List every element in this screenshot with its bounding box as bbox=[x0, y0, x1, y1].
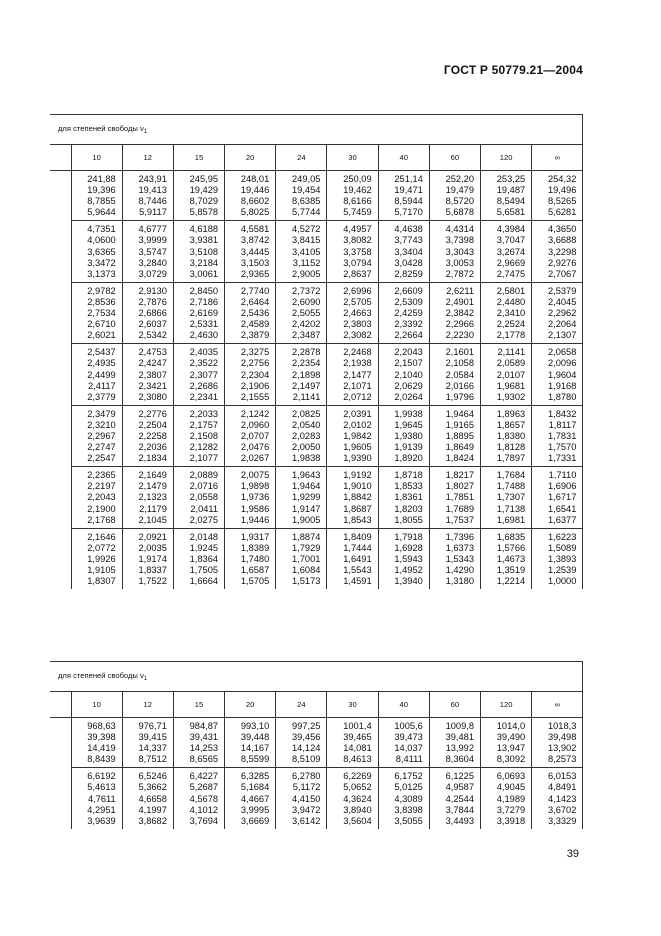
table-cell: 1001,4 39,465 14,081 8,4613 bbox=[327, 718, 378, 768]
column-header: 10 bbox=[71, 145, 122, 171]
table-cell: 2,5801 2,4480 2,3410 2,2524 2,1778 bbox=[481, 282, 532, 343]
column-header: 60 bbox=[429, 145, 480, 171]
column-header: 40 bbox=[378, 145, 429, 171]
column-header: 120 bbox=[481, 145, 532, 171]
table-cell: 1018,3 39,498 13,902 8,2573 bbox=[532, 718, 583, 768]
table-cell: 1,9938 1,9645 1,9380 1,9139 1,8920 bbox=[378, 405, 429, 466]
table-cell: 1,9643 1,9464 1,9299 1,9147 1,9005 bbox=[276, 467, 327, 528]
row-label-header bbox=[50, 145, 71, 171]
table-cell: 2,7372 2,6090 2,5055 2,4202 2,3487 bbox=[276, 282, 327, 343]
column-header: 20 bbox=[225, 692, 276, 718]
table-cell: 1,7684 1,7488 1,7307 1,7138 1,6981 bbox=[481, 467, 532, 528]
row-label-header bbox=[50, 692, 71, 718]
table-cell: 968,63 39,398 14,419 8,8439 bbox=[71, 718, 122, 768]
table-cell: 2,1646 2,0772 1,9926 1,9105 1,8307 bbox=[71, 528, 122, 589]
table-cell: 2,1601 2,1058 2,0584 2,0166 1,9796 bbox=[429, 344, 480, 405]
table-cell: 6,3285 5,1684 4,4667 3,9995 3,6669 bbox=[225, 768, 276, 829]
table-cell: 248,01 19,446 8,6602 5,8025 bbox=[225, 171, 276, 221]
table-cell: 2,6996 2,5705 2,4663 2,3803 2,3082 bbox=[327, 282, 378, 343]
table-cell: 251,14 19,471 8,5944 5,7170 bbox=[378, 171, 429, 221]
table-cell: 1,6835 1,5766 1,4673 1,3519 1,2214 bbox=[481, 528, 532, 589]
table-cell: 2,2468 2,1938 2,1477 2,1071 2,0712 bbox=[327, 344, 378, 405]
row-label-cell bbox=[50, 171, 71, 221]
table-cell: 2,0391 2,0102 1,9842 1,9605 1,9390 bbox=[327, 405, 378, 466]
table-cell: 249,05 19,454 8,6385 5,7744 bbox=[276, 171, 327, 221]
table-cell: 2,1141 2,0589 2,0107 1,9681 1,9302 bbox=[481, 344, 532, 405]
table-cell: 4,4638 3,7743 3,3404 3,0428 2,8259 bbox=[378, 221, 429, 282]
table-cell: 252,20 19,479 8,5720 5,6878 bbox=[429, 171, 480, 221]
table-cell: 6,2269 5,0652 4,3624 3,8940 3,5604 bbox=[327, 768, 378, 829]
table-cell: 1009,8 39,481 13,992 8,3604 bbox=[429, 718, 480, 768]
table-cell: 993,10 39,448 14,167 8,5599 bbox=[225, 718, 276, 768]
table-cell: 4,5581 3,8742 3,4445 3,1503 2,9365 bbox=[225, 221, 276, 282]
table-cell: 984,87 39,431 14,253 8,6565 bbox=[173, 718, 224, 768]
table-cell: 6,6192 5,4613 4,7611 4,2951 3,9639 bbox=[71, 768, 122, 829]
table-cell: 1,8217 1,8027 1,7851 1,7689 1,7537 bbox=[429, 467, 480, 528]
table-cell: 2,0889 2,0716 2,0558 2,0411 2,0275 bbox=[173, 467, 224, 528]
column-header: 24 bbox=[276, 692, 327, 718]
table-cell: 2,5437 2,4935 2,4499 2,4117 2,3779 bbox=[71, 344, 122, 405]
page-number: 39 bbox=[566, 848, 579, 860]
table-cell: 2,6211 2,4901 2,3842 2,2966 2,2230 bbox=[429, 282, 480, 343]
column-header: ∞ bbox=[532, 692, 583, 718]
table-cell: 2,3479 2,3210 2,2967 2,2747 2,2547 bbox=[71, 405, 122, 466]
table-row bbox=[50, 768, 583, 829]
table-row bbox=[50, 405, 583, 466]
table-cell: 1,7918 1,6928 1,5943 1,4952 1,3940 bbox=[378, 528, 429, 589]
column-header: 15 bbox=[173, 692, 224, 718]
table-cell: 2,7740 2,6464 2,5436 2,4589 2,3879 bbox=[225, 282, 276, 343]
column-header: 24 bbox=[276, 145, 327, 171]
table-cell: 254,32 19,496 8,5265 5,6281 bbox=[532, 171, 583, 221]
table-cell: 6,1225 4,9587 4,2544 3,7844 3,4493 bbox=[429, 768, 480, 829]
caption-subscript: 1 bbox=[143, 129, 148, 135]
table-cell: 2,6609 2,5309 2,4259 2,3392 2,2664 bbox=[378, 282, 429, 343]
table-cell: 6,0693 4,9045 4,1989 3,7279 3,3918 bbox=[481, 768, 532, 829]
table-cell: 1,7110 1,6906 1,6717 1,6541 1,6377 bbox=[532, 467, 583, 528]
table-row bbox=[50, 344, 583, 405]
column-header: 60 bbox=[429, 692, 480, 718]
column-header: 120 bbox=[481, 692, 532, 718]
table-cell: 1,9464 1,9165 1,8895 1,8649 1,8424 bbox=[429, 405, 480, 466]
table-cell: 4,3984 3,7047 3,2674 2,9669 2,7475 bbox=[481, 221, 532, 282]
f-distribution-table-1 bbox=[50, 114, 583, 589]
table-cell: 2,1242 2,0960 2,0707 2,0476 2,0267 bbox=[225, 405, 276, 466]
row-label-cell bbox=[50, 221, 71, 282]
document-header: ГОСТ Р 50779.21—2004 bbox=[443, 63, 583, 77]
table-cell: 1,9317 1,8389 1,7480 1,6587 1,5705 bbox=[225, 528, 276, 589]
table-cell: 2,0075 1,9898 1,9736 1,9586 1,9446 bbox=[225, 467, 276, 528]
column-header: ∞ bbox=[532, 145, 583, 171]
table-cell: 2,3275 2,2756 2,2304 2,1906 2,1555 bbox=[225, 344, 276, 405]
table-cell: 976,71 39,415 14,337 8,7512 bbox=[122, 718, 173, 768]
table-cell: 2,9130 2,7876 2,6866 2,6037 2,5342 bbox=[122, 282, 173, 343]
table-cell: 1,8874 1,7929 1,7001 1,6084 1,5173 bbox=[276, 528, 327, 589]
column-header: 12 bbox=[122, 145, 173, 171]
row-label-cell bbox=[50, 528, 71, 589]
table-cell: 245,95 19,429 8,7029 5,8578 bbox=[173, 171, 224, 221]
table-caption bbox=[50, 115, 583, 145]
header-row bbox=[50, 692, 583, 718]
table-cell: 2,4035 2,3522 2,3077 2,2686 2,2341 bbox=[173, 344, 224, 405]
caption-row bbox=[50, 662, 583, 692]
table-cell: 2,4753 2,4247 2,3807 2,3421 2,3080 bbox=[122, 344, 173, 405]
table-cell: 2,5379 2,4045 2,2962 2,2064 2,1307 bbox=[532, 282, 583, 343]
table-row bbox=[50, 718, 583, 768]
table-cell: 2,2365 2,2197 2,2043 2,1900 2,1768 bbox=[71, 467, 122, 528]
table-cell: 4,7351 4,0600 3,6365 3,3472 3,1373 bbox=[71, 221, 122, 282]
table-cell: 2,2878 2,2354 2,1898 2,1497 2,1141 bbox=[276, 344, 327, 405]
table-cell: 1,8718 1,8533 1,8361 1,8203 1,8055 bbox=[378, 467, 429, 528]
table-cell: 1,6223 1,5089 1,3893 1,2539 1,0000 bbox=[532, 528, 583, 589]
table-cell: 1,7396 1,6373 1,5343 1,4290 1,3180 bbox=[429, 528, 480, 589]
table-cell: 2,2776 2,2504 2,2258 2,2036 2,1834 bbox=[122, 405, 173, 466]
row-label-cell bbox=[50, 282, 71, 343]
caption-text: для степеней свободы ν bbox=[58, 671, 144, 680]
table-row bbox=[50, 528, 583, 589]
table-cell: 4,4957 3,8082 3,3758 3,0794 2,8637 bbox=[327, 221, 378, 282]
table-cell: 4,5272 3,8415 3,4105 3,1152 2,9005 bbox=[276, 221, 327, 282]
table-cell: 2,0658 2,0096 1,9604 1,9168 1,8780 bbox=[532, 344, 583, 405]
table-row bbox=[50, 467, 583, 528]
table-caption bbox=[50, 662, 583, 692]
table-cell: 1005,6 39,473 14,037 8,4111 bbox=[378, 718, 429, 768]
caption-text: для степеней свободы ν bbox=[58, 124, 144, 133]
column-header: 30 bbox=[327, 145, 378, 171]
row-label-cell bbox=[50, 344, 71, 405]
table-cell: 4,3650 3,6688 3,2298 2,9276 2,7067 bbox=[532, 221, 583, 282]
row-label-cell bbox=[50, 405, 71, 466]
table-cell: 6,4227 5,2687 4,5678 4,1012 3,7694 bbox=[173, 768, 224, 829]
table-cell: 6,1752 5,0125 4,3089 3,8398 3,5055 bbox=[378, 768, 429, 829]
table-cell: 2,2043 2,1507 2,1040 2,0629 2,0264 bbox=[378, 344, 429, 405]
table-cell: 2,0148 1,9245 1,8364 1,7505 1,6664 bbox=[173, 528, 224, 589]
caption-row bbox=[50, 115, 583, 145]
table-cell: 1,8963 1,8657 1,8380 1,8128 1,7897 bbox=[481, 405, 532, 466]
table-cell: 1014,0 39,490 13,947 8,3092 bbox=[481, 718, 532, 768]
row-label-cell bbox=[50, 718, 71, 768]
table-cell: 1,9192 1,9010 1,8842 1,8687 1,8543 bbox=[327, 467, 378, 528]
table-cell: 2,2033 2,1757 2,1508 2,1282 2,1077 bbox=[173, 405, 224, 466]
table-cell: 997,25 39,456 14,124 8,5109 bbox=[276, 718, 327, 768]
table-cell: 4,6777 3,9999 3,5747 3,2840 3,0729 bbox=[122, 221, 173, 282]
column-header: 12 bbox=[122, 692, 173, 718]
column-header: 15 bbox=[173, 145, 224, 171]
table-cell: 253,25 19,487 8,5494 5,6581 bbox=[481, 171, 532, 221]
table-row bbox=[50, 282, 583, 343]
f-distribution-table-2 bbox=[50, 661, 583, 829]
table-cell: 2,0921 2,0035 1,9174 1,8337 1,7522 bbox=[122, 528, 173, 589]
table-cell: 250,09 19,462 8,6166 5,7459 bbox=[327, 171, 378, 221]
table-cell: 6,2780 5,1172 4,4150 3,9472 3,6142 bbox=[276, 768, 327, 829]
table-cell: 1,8432 1,8117 1,7831 1,7570 1,7331 bbox=[532, 405, 583, 466]
table-row bbox=[50, 171, 583, 221]
table-cell: 2,9782 2,8536 2,7534 2,6710 2,6021 bbox=[71, 282, 122, 343]
table-cell: 6,5246 5,3662 4,6658 4,1997 3,8682 bbox=[122, 768, 173, 829]
row-label-cell bbox=[50, 467, 71, 528]
table-cell: 4,4314 3,7398 3,3043 3,0053 2,7872 bbox=[429, 221, 480, 282]
table-cell: 241,88 19,396 8,7855 5,9644 bbox=[71, 171, 122, 221]
column-header: 10 bbox=[71, 692, 122, 718]
column-header: 30 bbox=[327, 692, 378, 718]
table-cell: 6,0153 4,8491 4,1423 3,6702 3,3329 bbox=[532, 768, 583, 829]
column-header: 40 bbox=[378, 692, 429, 718]
column-header: 20 bbox=[225, 145, 276, 171]
row-label-cell bbox=[50, 768, 71, 829]
table-cell: 2,0825 2,0540 2,0283 2,0050 1,9838 bbox=[276, 405, 327, 466]
caption-subscript: 1 bbox=[143, 676, 148, 682]
table-cell: 243,91 19,413 8,7446 5,9117 bbox=[122, 171, 173, 221]
table-cell: 4,6188 3,9381 3,5108 3,2184 3,0061 bbox=[173, 221, 224, 282]
table-cell: 1,8409 1,7444 1,6491 1,5543 1,4591 bbox=[327, 528, 378, 589]
table-row bbox=[50, 221, 583, 282]
header-row bbox=[50, 145, 583, 171]
table-cell: 2,8450 2,7186 2,6169 2,5331 2,4630 bbox=[173, 282, 224, 343]
table-cell: 2,1649 2,1479 2,1323 2,1179 2,1045 bbox=[122, 467, 173, 528]
